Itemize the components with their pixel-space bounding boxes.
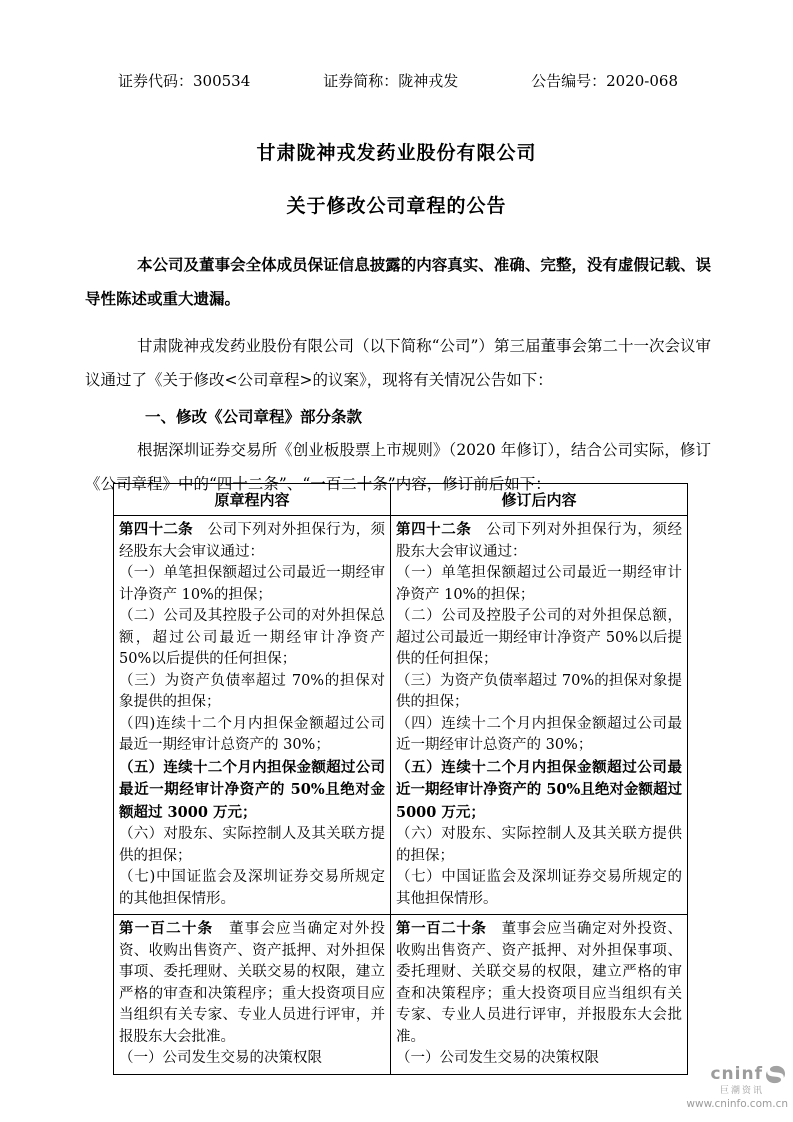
cell-revised-article-120: 第一百二十条 董事会应当确定对外投资、收购出售资产、资产抵押、对外担保事项、委托理财、关联交易的权限，建立严格的审查和决策程序；重大投资项目应当组织有关专家、专业人员进行评审，并报股东大会批准。 （一）公司发生交易的决策权限 (391, 915, 688, 1075)
cninfo-logo-row (686, 1065, 788, 1085)
cninfo-chinese-name: 巨潮资讯 (719, 1085, 764, 1096)
announcement-title: 关于修改公司章程的公告 (286, 195, 507, 217)
stock-code: 证券代码：300534 (118, 72, 251, 90)
announcement-number: 公告编号：2020-068 (531, 72, 678, 90)
basis-paragraph: 根据深圳证券交易所《创业板股票上市规则》（2020 年修订），结合公司实际，修订《公司章程》中的“四十二条”、“一百二十条”内容，修订前后如下： (85, 441, 711, 493)
cninfo-swirl-icon (765, 1065, 786, 1084)
cell-original-article-42: 第四十二条 公司下列对外担保行为，须经股东大会审议通过： （一）单笔担保额超过公司最近一期经审计净资产 10%的担保； （二）公司及其控股子公司的对外担保总额，超过公司最近一期经审计净资产 50%以后提供的任何担保； （三）为资产负债率超过 70%的担保对象提供的担保； （四)连续十二个月内担保金额超过公司最近一期经审计总资产的 30%； （五）连续十二个月内担保金额超过公司最近一期经审计净资产的 50%且绝对金额超过 3000 万元； （六）对股东、实际控制人及其关联方提供的担保； （七)中国证监会及深圳证券交易所规定的其他担保情形。 (114, 516, 391, 915)
column-header-original: 原章程内容 (114, 484, 391, 516)
section-heading: 一、修改《公司章程》部分条款 (145, 407, 363, 426)
table-row-article-42 (114, 516, 688, 915)
document-body (85, 248, 711, 501)
disclosure-statement: 本公司及董事会全体成员保证信息披露的内容真实、准确、完整，没有虚假记载、误导性陈述或重大遗漏。 (85, 255, 711, 308)
company-name-title: 甘肃陇神戎发药业股份有限公司 (256, 142, 537, 164)
stock-short-name: 证券简称：陇神戎发 (323, 72, 459, 90)
intro-paragraph: 甘肃陇神戎发药业股份有限公司（以下简称“公司”）第三届董事会第二十一次会议审议通过了《关于修改<公司章程>的议案》，现将有关情况公告如下： (85, 337, 711, 389)
charter-comparison-table (113, 483, 688, 1075)
table-row-article-120 (114, 915, 688, 1075)
cninfo-brand-text: cninf (710, 1064, 763, 1085)
cell-original-article-120: 第一百二十条 董事会应当确定对外投资、收购出售资产、资产抵押、对外担保事项、委托理财、关联交易的权限，建立严格的审查和决策程序；重大投资项目应当组织有关专家、专业人员进行评审，并报股东大会批准。 （一）公司发生交易的决策权限 (114, 915, 391, 1075)
title-block (0, 138, 793, 244)
doc-header (118, 70, 678, 91)
column-header-revised: 修订后内容 (391, 484, 688, 516)
table-header-row (114, 484, 688, 516)
cell-revised-article-42: 第四十二条 公司下列对外担保行为，须经股东大会审议通过： （一）单笔担保额超过公司最近一期经审计净资产 10%的担保； （二）公司及控股子公司的对外担保总额，超过公司最近一期经审计净资产 50%以后提供的任何担保； （三）为资产负债率超过 70%的担保对象提供的担保； （四）连续十二个月内担保金额超过公司最近一期经审计总资产的 30%； （五）连续十二个月内担保金额超过公司最近一期经审计净资产的 50%且绝对金额超过 5000 万元； （六）对股东、实际控制人及其关联方提供的担保； （七）中国证监会及深圳证券交易所规定的其他担保情形。 (391, 516, 688, 915)
cninfo-logo (686, 1065, 788, 1110)
cninfo-url: www.cninfo.com.cn (686, 1097, 788, 1110)
